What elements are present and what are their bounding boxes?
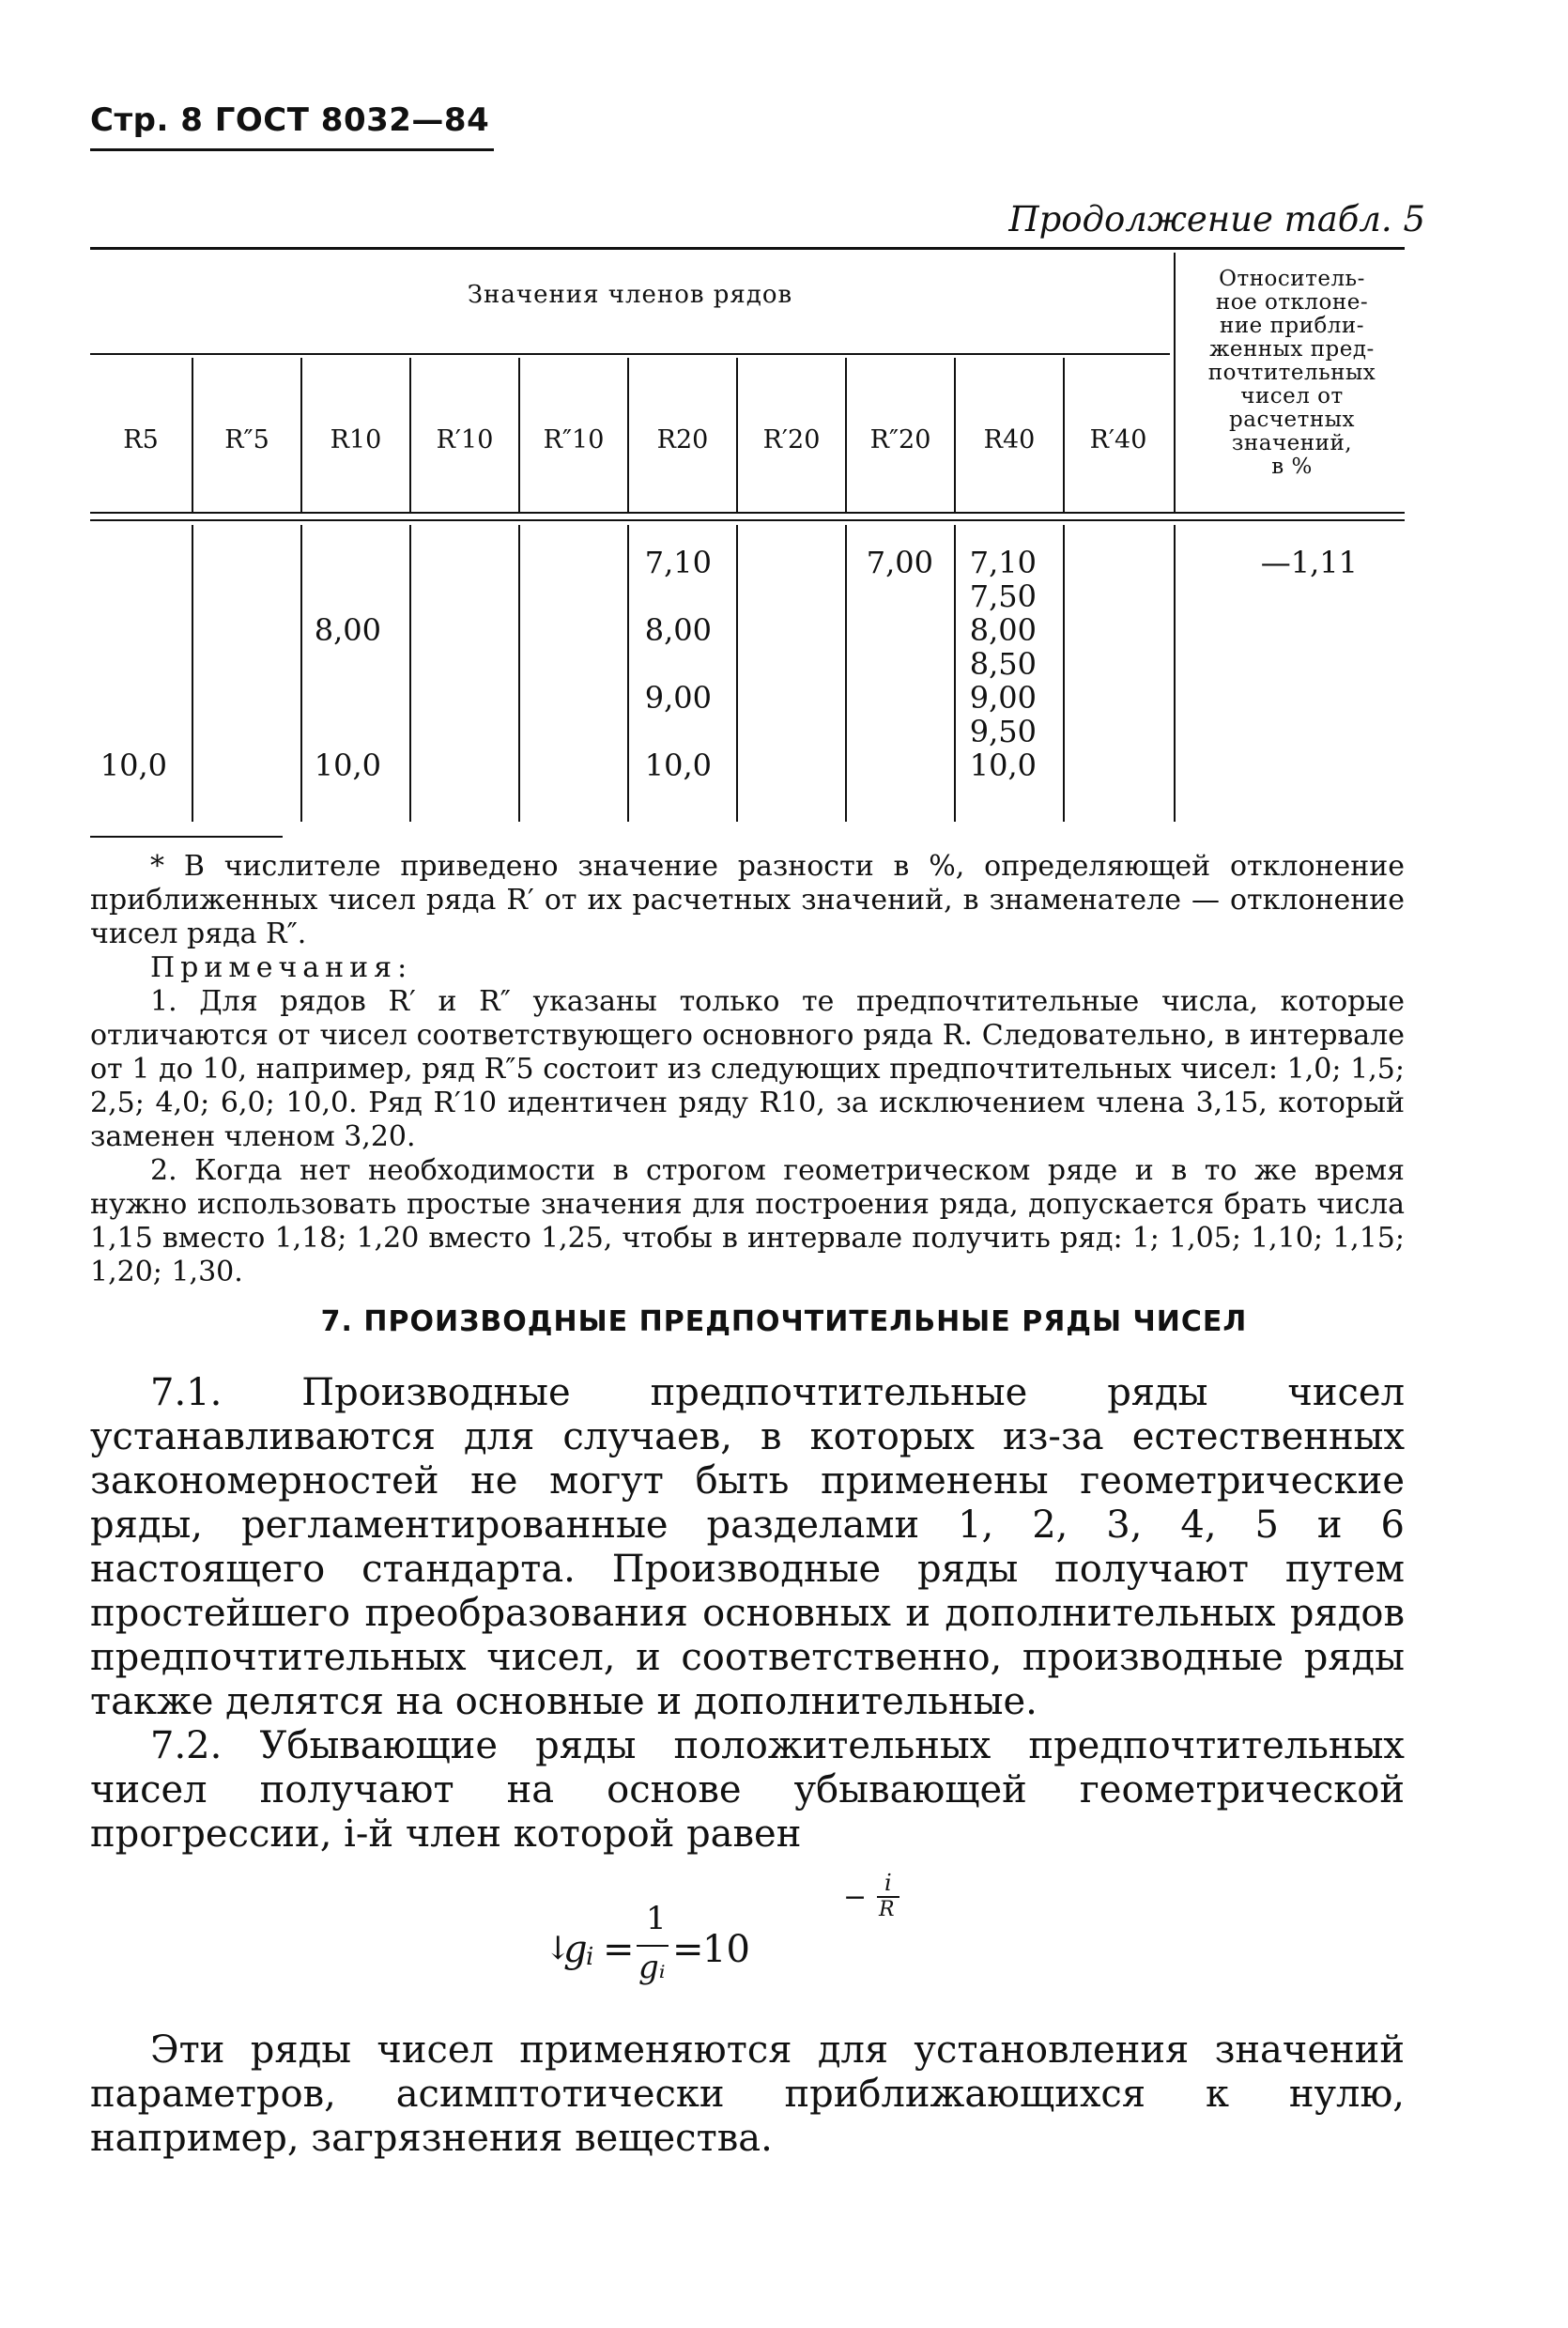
column-header: R″10: [543, 425, 605, 455]
formula-exp-denominator: R: [879, 1898, 895, 1921]
formula-denominator: gᵢ: [638, 1949, 666, 1986]
running-head: Стр. 8 ГОСТ 8032—84: [90, 101, 490, 139]
column-header: R10: [330, 425, 382, 455]
table-cell: 8,00: [314, 612, 381, 648]
footnote-text: * В числителе приведено значение разности в %, определяющей отклонение приближенных чисел ряда R′ от их расчетных значений, в знаменателе — отклонение чисел ряда R″.: [90, 850, 1405, 950]
paragraph-7-1: 7.1. Производные предпочтительные ряды чисел устанавливаются для случаев, в которых из-за естественных закономерностей не могут быть применены геометрические ряды, регламентированные разделами 1, 2, 3, 4, 5 и 6 настоящего стандарта. Производные ряды получают путем простейшего преобразования основных и дополнительных рядов предпочтительных чисел, и соответственно, производные ряды также делятся на основные и дополнительные.: [90, 1371, 1405, 1723]
col-divider: [518, 525, 520, 822]
group-header-rule: [90, 353, 1170, 355]
header-rule: [90, 148, 494, 151]
preferred-numbers-table: [90, 247, 1405, 822]
table-top-rule: [90, 247, 1405, 250]
table-cell: 7,50: [969, 578, 1037, 614]
formula-base: 10: [702, 1928, 750, 1971]
header-line: ние прибли-: [1219, 314, 1365, 338]
paragraph-7-2: 7.2. Убывающие ряды положительных предпочтительных чисел получают на основе убывающей геометрической прогрессии, i-й член которой равен: [90, 1724, 1405, 1856]
formula-numerator: 1: [646, 1900, 667, 1937]
notes-heading: Примечания:: [150, 951, 413, 984]
table-cell: 9,50: [969, 714, 1037, 749]
header-bottom-rule-1: [90, 512, 1405, 514]
column-header: R40: [983, 425, 1036, 455]
table-cell: 9,00: [644, 680, 712, 716]
formula-exp-minus: −: [843, 1881, 868, 1914]
table-cell: 10,0: [100, 748, 167, 783]
section-body: [90, 1371, 1405, 1857]
table-cell: 10,0: [969, 748, 1037, 783]
formula-eq-2: =: [672, 1928, 704, 1971]
header-line: в %: [1271, 455, 1313, 479]
section-title: 7. ПРОИЗВОДНЫЕ ПРЕДПОЧТИТЕЛЬНЫЕ РЯДЫ ЧИСЕЛ: [320, 1305, 1248, 1338]
column-header: R″20: [869, 425, 931, 455]
col-divider: [1063, 525, 1065, 822]
note-1: 1. Для рядов R′ и R″ указаны только те предпочтительные числа, которые отличаются от чисел соответствующего основного ряда R. Следовательно, в интервале от 1 до 10, например, ряд R″5 состоит из следующих предпочтительных чисел: 1,0; 1,5; 2,5; 4,0; 6,0; 10,0. Ряд R′10 идентичен ряду R10, за исключением члена 3,15, который заменен членом 3,20.: [90, 985, 1405, 1153]
header-line: чисел от: [1240, 384, 1344, 409]
table-cell: 8,00: [644, 612, 712, 648]
formula-eq-1: =: [603, 1928, 635, 1971]
formula: [545, 1870, 1014, 2005]
column-header: R5: [123, 425, 159, 455]
header-line: расчетных: [1229, 408, 1355, 432]
table-cell: 8,50: [969, 646, 1037, 682]
table-cell: 8,00: [969, 612, 1037, 648]
col-divider: [192, 525, 193, 822]
table-cell: 7,10: [969, 545, 1037, 580]
group-header: Значения членов рядов: [467, 281, 793, 309]
col-divider: [409, 525, 411, 822]
header-bottom-rule-2: [90, 519, 1405, 521]
footnote-rule: [90, 836, 283, 838]
col-divider: [1174, 253, 1176, 512]
col-divider: [1174, 525, 1176, 822]
header-line: ное отклоне-: [1215, 290, 1369, 315]
paragraph-after-formula: Эти ряды чисел применяются для установления значений параметров, асимптотически приближающихся к нулю, например, загрязнения вещества.: [90, 2028, 1405, 2160]
column-header: R′20: [762, 425, 821, 455]
formula-exp-numerator: i: [884, 1870, 892, 1896]
column-header: R′10: [436, 425, 494, 455]
deviation-cell: —1,11: [1260, 545, 1358, 580]
footnote-block: [90, 850, 1405, 1289]
column-header: R′40: [1089, 425, 1147, 455]
formula-fraction-bar: [637, 1945, 669, 1947]
table-cell: 9,00: [969, 680, 1037, 716]
relative-deviation-header: [1179, 268, 1405, 479]
header-line: почтительных: [1207, 361, 1376, 385]
header-line: значений,: [1231, 431, 1353, 455]
formula-arrow: ↓: [545, 1930, 572, 1967]
table-cell: 7,10: [644, 545, 712, 580]
formula-g: g: [563, 1928, 588, 1971]
table-continuation-label: Продолжение табл. 5: [1008, 199, 1425, 239]
col-divider: [736, 525, 738, 822]
column-header: R″5: [224, 425, 269, 455]
table-cell: 7,00: [866, 545, 933, 580]
header-line: женных пред-: [1209, 337, 1375, 362]
column-header: R20: [656, 425, 709, 455]
header-line: Относитель-: [1219, 267, 1365, 291]
formula-sub-i: i: [586, 1943, 594, 1971]
table-cell: 10,0: [644, 748, 712, 783]
closing-paragraph-block: [90, 2028, 1405, 2161]
table-cell: 10,0: [314, 748, 381, 783]
note-2: 2. Когда нет необходимости в строгом геометрическом ряде и в то же время нужно использовать простые значения для построения ряда, допускается брать числа 1,15 вместо 1,18; 1,20 вместо 1,25, чтобы в интервале получить ряд: 1; 1,05; 1,10; 1,15; 1,20; 1,30.: [90, 1154, 1405, 1288]
